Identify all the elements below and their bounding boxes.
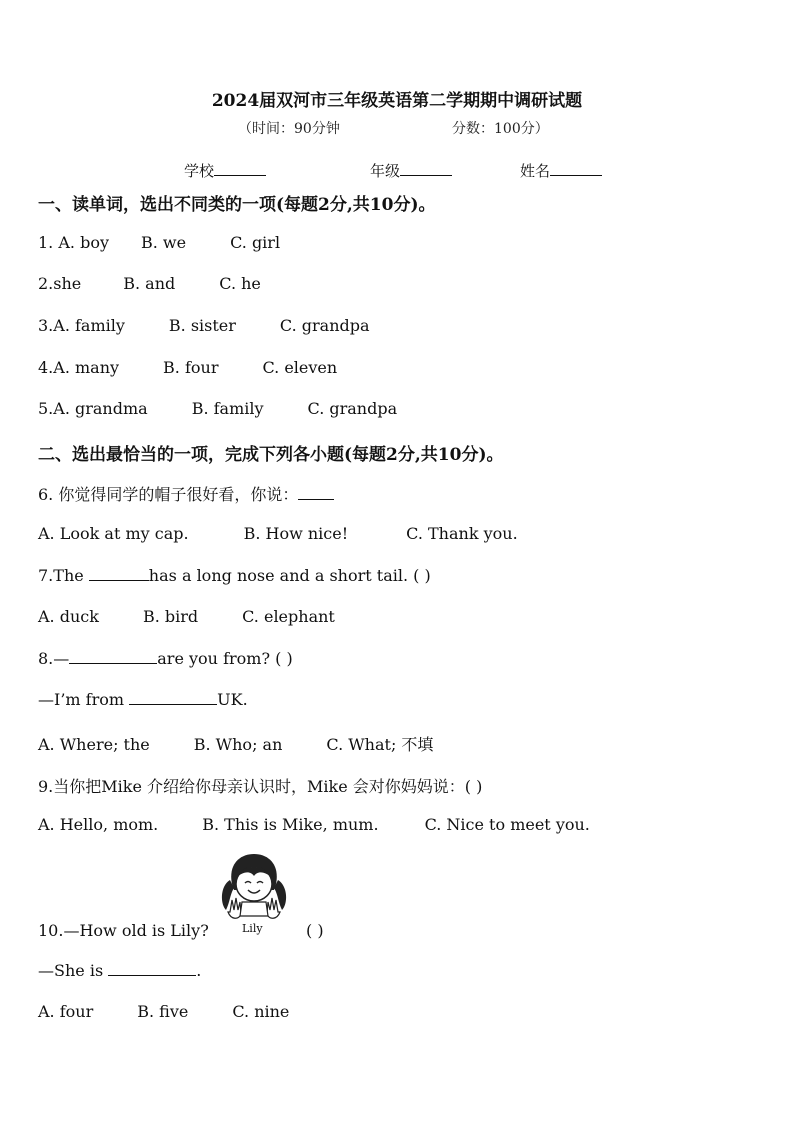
q6-option-b[interactable]: B. How nice! <box>243 524 349 543</box>
name-field <box>520 160 602 181</box>
q3-option-c[interactable]: C. grandpa <box>279 316 370 335</box>
lily-illustration <box>218 850 290 938</box>
q6-options <box>38 524 518 543</box>
q2-option-b[interactable]: B. and <box>123 274 176 293</box>
page-title: 2024届双河市三年级英语第二学期期中调研试题 <box>211 91 583 111</box>
question-3 <box>38 316 370 335</box>
q1-option-a[interactable]: A. boy <box>58 233 109 252</box>
q8-blank-2[interactable] <box>129 690 217 705</box>
q10-text: 10.—How old is Lily? <box>38 921 209 940</box>
q5-option-b[interactable]: B. family <box>191 399 264 418</box>
q2-option-a[interactable]: she <box>53 274 82 293</box>
question-5 <box>38 399 397 418</box>
question-10 <box>38 921 209 940</box>
lily-label: Lily <box>242 922 263 935</box>
q9-option-c[interactable]: C. Nice to meet you. <box>424 815 590 834</box>
q3-num: 3. <box>38 316 54 335</box>
q7-option-a[interactable]: A. duck <box>38 607 99 626</box>
q7-answer-paren[interactable]: ( ) <box>413 566 431 585</box>
exam-score: 分数：100分） <box>452 121 549 137</box>
q5-option-c[interactable]: C. grandpa <box>307 399 398 418</box>
question-4 <box>38 358 337 377</box>
q9-option-b[interactable]: B. This is Mike, mum. <box>202 815 379 834</box>
q6-option-c[interactable]: C. Thank you. <box>406 524 518 543</box>
question-7 <box>38 566 431 585</box>
name-blank[interactable] <box>550 161 602 176</box>
grade-field <box>370 160 452 181</box>
q10-line2-post: . <box>196 961 202 980</box>
question-6 <box>38 482 334 505</box>
q10-options <box>38 1002 289 1021</box>
question-1 <box>38 233 280 252</box>
q8-blank-1[interactable] <box>69 649 157 664</box>
school-blank[interactable] <box>214 161 266 176</box>
q7-option-c[interactable]: C. elephant <box>242 607 335 626</box>
q9-options <box>38 815 590 834</box>
q10-option-b[interactable]: B. five <box>137 1002 189 1021</box>
q8-option-a[interactable]: A. Where; the <box>38 735 150 754</box>
exam-time: （时间：90分钟 <box>238 121 340 137</box>
name-label: 姓名 <box>520 162 551 180</box>
question-2 <box>38 274 261 293</box>
q8-line2 <box>38 690 248 709</box>
q8-option-c[interactable]: C. What; 不填 <box>326 735 434 754</box>
q6-blank[interactable] <box>298 485 334 500</box>
question-8 <box>38 649 293 668</box>
q7-pre: 7.The <box>38 566 89 585</box>
q1-option-c[interactable]: C. girl <box>230 233 281 252</box>
q2-num: 2. <box>38 274 54 293</box>
q1-option-b[interactable]: B. we <box>141 233 187 252</box>
q4-option-a[interactable]: A. many <box>53 358 120 377</box>
q7-option-b[interactable]: B. bird <box>142 607 199 626</box>
q6-text: 6. 你觉得同学的帽子很好看，你说： <box>38 485 299 504</box>
q4-option-b[interactable]: B. four <box>163 358 219 377</box>
q8-post: are you from? <box>157 649 271 668</box>
q8-line2-pre: —I’m from <box>38 690 130 709</box>
q5-option-a[interactable]: A. grandma <box>53 399 148 418</box>
grade-label: 年级 <box>370 162 401 180</box>
school-field <box>184 160 266 181</box>
q10-line2-pre: —She is <box>38 961 109 980</box>
q7-blank[interactable] <box>89 566 149 581</box>
q10-option-a[interactable]: A. four <box>38 1002 94 1021</box>
q9-text: 9.当你把Mike 介绍给你母亲认识时，Mike 会对你妈妈说：( ) <box>38 777 483 796</box>
grade-blank[interactable] <box>400 161 452 176</box>
q7-options <box>38 607 335 626</box>
q10-blank[interactable] <box>108 961 196 976</box>
q6-option-a[interactable]: A. Look at my cap. <box>38 524 189 543</box>
school-label: 学校 <box>184 162 215 180</box>
q10-option-c[interactable]: C. nine <box>232 1002 290 1021</box>
q8-option-b[interactable]: B. Who; an <box>193 735 283 754</box>
q10-line2 <box>38 961 201 980</box>
q3-option-a[interactable]: A. family <box>53 316 125 335</box>
section1-title: 一、读单词，选出不同类的一项(每题2分,共10分)。 <box>38 195 436 215</box>
q8-line2-post: UK. <box>217 690 248 709</box>
q8-pre: 8.— <box>38 649 70 668</box>
q7-post: has a long nose and a short tail. <box>148 566 409 585</box>
q8-options <box>38 732 433 755</box>
question-9 <box>38 774 482 797</box>
q2-option-c[interactable]: C. he <box>219 274 261 293</box>
q4-option-c[interactable]: C. eleven <box>262 358 338 377</box>
section2-title: 二、选出最恰当的一项，完成下列各小题(每题2分,共10分)。 <box>38 445 504 465</box>
q9-option-a[interactable]: A. Hello, mom. <box>38 815 159 834</box>
q8-answer-paren[interactable]: ( ) <box>275 649 293 668</box>
q1-num: 1. <box>38 233 59 252</box>
q5-num: 5. <box>38 399 54 418</box>
q10-answer-paren[interactable]: ( ) <box>306 921 324 940</box>
q3-option-b[interactable]: B. sister <box>168 316 236 335</box>
q4-num: 4. <box>38 358 54 377</box>
